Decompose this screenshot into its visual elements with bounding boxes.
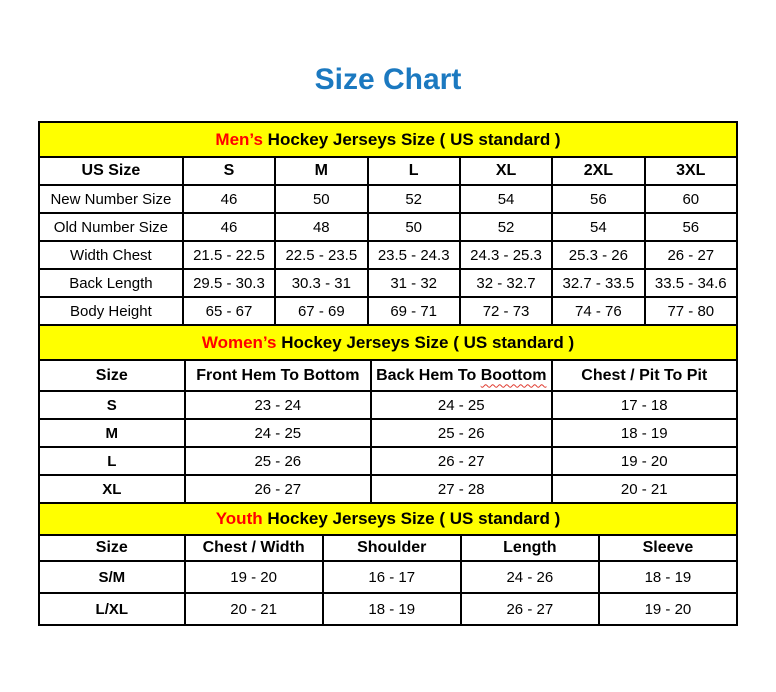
womens-col-back-hem <box>371 360 552 391</box>
row-label-cell: L <box>39 447 185 475</box>
size-value-cell: 48 <box>275 213 367 241</box>
size-value-cell: 54 <box>552 213 644 241</box>
row-label-cell: Old Number Size <box>39 213 183 241</box>
size-value-cell: 21.5 - 22.5 <box>183 241 275 269</box>
table-row <box>39 213 737 241</box>
row-label-cell: S <box>39 391 185 419</box>
size-value-cell: 52 <box>368 185 460 213</box>
size-value-cell: 33.5 - 34.6 <box>645 269 737 297</box>
mens-size-table <box>38 121 738 326</box>
size-value-cell: 17 - 18 <box>552 391 737 419</box>
size-value-cell: 65 - 67 <box>183 297 275 325</box>
size-value-cell: 32.7 - 33.5 <box>552 269 644 297</box>
table-row <box>39 391 737 419</box>
row-label-cell: M <box>39 419 185 447</box>
womens-banner <box>39 325 737 360</box>
size-value-cell: 67 - 69 <box>275 297 367 325</box>
youth-size-table <box>38 502 738 626</box>
size-value-cell: 56 <box>645 213 737 241</box>
row-label-cell: L/XL <box>39 593 185 625</box>
row-label-cell: XL <box>39 475 185 503</box>
page-title: Size Chart <box>314 63 462 96</box>
size-value-cell: 50 <box>368 213 460 241</box>
row-label-cell: New Number Size <box>39 185 183 213</box>
womens-banner-text: Hockey Jerseys Size ( US standard ) <box>276 332 575 352</box>
table-row <box>39 185 737 213</box>
size-value-cell: 23.5 - 24.3 <box>368 241 460 269</box>
mens-col-2xl: 2XL <box>552 157 644 185</box>
size-value-cell: 24 - 25 <box>371 391 552 419</box>
size-value-cell: 19 - 20 <box>552 447 737 475</box>
size-value-cell: 46 <box>183 213 275 241</box>
mens-header-row <box>39 157 737 185</box>
size-value-cell: 24.3 - 25.3 <box>460 241 552 269</box>
womens-banner-row <box>39 325 737 360</box>
row-label-cell: Back Length <box>39 269 183 297</box>
youth-banner-row <box>39 503 737 535</box>
size-value-cell: 25 - 26 <box>185 447 371 475</box>
size-value-cell: 18 - 19 <box>599 561 737 593</box>
table-row <box>39 241 737 269</box>
size-value-cell: 74 - 76 <box>552 297 644 325</box>
youth-banner-highlight: Youth <box>215 509 263 528</box>
table-row <box>39 269 737 297</box>
size-value-cell: 26 - 27 <box>371 447 552 475</box>
youth-col-size: Size <box>39 535 185 561</box>
table-row <box>39 593 737 625</box>
youth-banner-text: Hockey Jerseys Size ( US standard ) <box>262 509 561 528</box>
table-row <box>39 447 737 475</box>
mens-col-l: L <box>368 157 460 185</box>
youth-col-shoulder: Shoulder <box>323 535 461 561</box>
mens-col-3xl: 3XL <box>645 157 737 185</box>
mens-col-xl: XL <box>460 157 552 185</box>
size-value-cell: 54 <box>460 185 552 213</box>
size-value-cell: 30.3 - 31 <box>275 269 367 297</box>
size-value-cell: 72 - 73 <box>460 297 552 325</box>
size-value-cell: 18 - 19 <box>323 593 461 625</box>
size-value-cell: 27 - 28 <box>371 475 552 503</box>
womens-banner-highlight: Women’s <box>201 332 277 352</box>
size-value-cell: 25.3 - 26 <box>552 241 644 269</box>
womens-col-front-hem: Front Hem To Bottom <box>185 360 371 391</box>
size-value-cell: 24 - 25 <box>185 419 371 447</box>
row-label-cell: S/M <box>39 561 185 593</box>
table-row <box>39 419 737 447</box>
womens-header-row <box>39 360 737 391</box>
size-value-cell: 25 - 26 <box>371 419 552 447</box>
size-value-cell: 18 - 19 <box>552 419 737 447</box>
size-value-cell: 69 - 71 <box>368 297 460 325</box>
size-value-cell: 22.5 - 23.5 <box>275 241 367 269</box>
size-value-cell: 46 <box>183 185 275 213</box>
size-value-cell: 52 <box>460 213 552 241</box>
table-row <box>39 297 737 325</box>
size-value-cell: 32 - 32.7 <box>460 269 552 297</box>
size-value-cell: 56 <box>552 185 644 213</box>
size-value-cell: 31 - 32 <box>368 269 460 297</box>
mens-banner-row <box>39 122 737 157</box>
womens-col-chest: Chest / Pit To Pit <box>552 360 737 391</box>
size-value-cell: 19 - 20 <box>185 561 323 593</box>
row-label-cell: Width Chest <box>39 241 183 269</box>
youth-banner <box>39 503 737 535</box>
mens-col-s: S <box>183 157 275 185</box>
size-value-cell: 23 - 24 <box>185 391 371 419</box>
mens-banner-highlight: Men’s <box>215 129 263 149</box>
youth-col-chest: Chest / Width <box>185 535 323 561</box>
size-value-cell: 26 - 27 <box>185 475 371 503</box>
row-label-cell: Body Height <box>39 297 183 325</box>
size-value-cell: 24 - 26 <box>461 561 599 593</box>
size-value-cell: 26 - 27 <box>461 593 599 625</box>
youth-col-length: Length <box>461 535 599 561</box>
size-chart-tables <box>38 121 738 626</box>
size-value-cell: 60 <box>645 185 737 213</box>
womens-size-table <box>38 324 738 504</box>
table-row <box>39 475 737 503</box>
size-value-cell: 19 - 20 <box>599 593 737 625</box>
mens-banner <box>39 122 737 157</box>
mens-col-m: M <box>275 157 367 185</box>
table-row <box>39 561 737 593</box>
mens-col-us-size: US Size <box>39 157 183 185</box>
size-value-cell: 77 - 80 <box>645 297 737 325</box>
womens-col-size: Size <box>39 360 185 391</box>
size-value-cell: 50 <box>275 185 367 213</box>
size-value-cell: 29.5 - 30.3 <box>183 269 275 297</box>
size-value-cell: 16 - 17 <box>323 561 461 593</box>
size-value-cell: 26 - 27 <box>645 241 737 269</box>
mens-banner-text: Hockey Jerseys Size ( US standard ) <box>262 129 561 149</box>
youth-header-row <box>39 535 737 561</box>
back-hem-misspelled-word: Boottom <box>480 366 547 384</box>
youth-col-sleeve: Sleeve <box>599 535 737 561</box>
size-value-cell: 20 - 21 <box>185 593 323 625</box>
back-hem-label: Back Hem To <box>376 366 477 384</box>
size-value-cell: 20 - 21 <box>552 475 737 503</box>
